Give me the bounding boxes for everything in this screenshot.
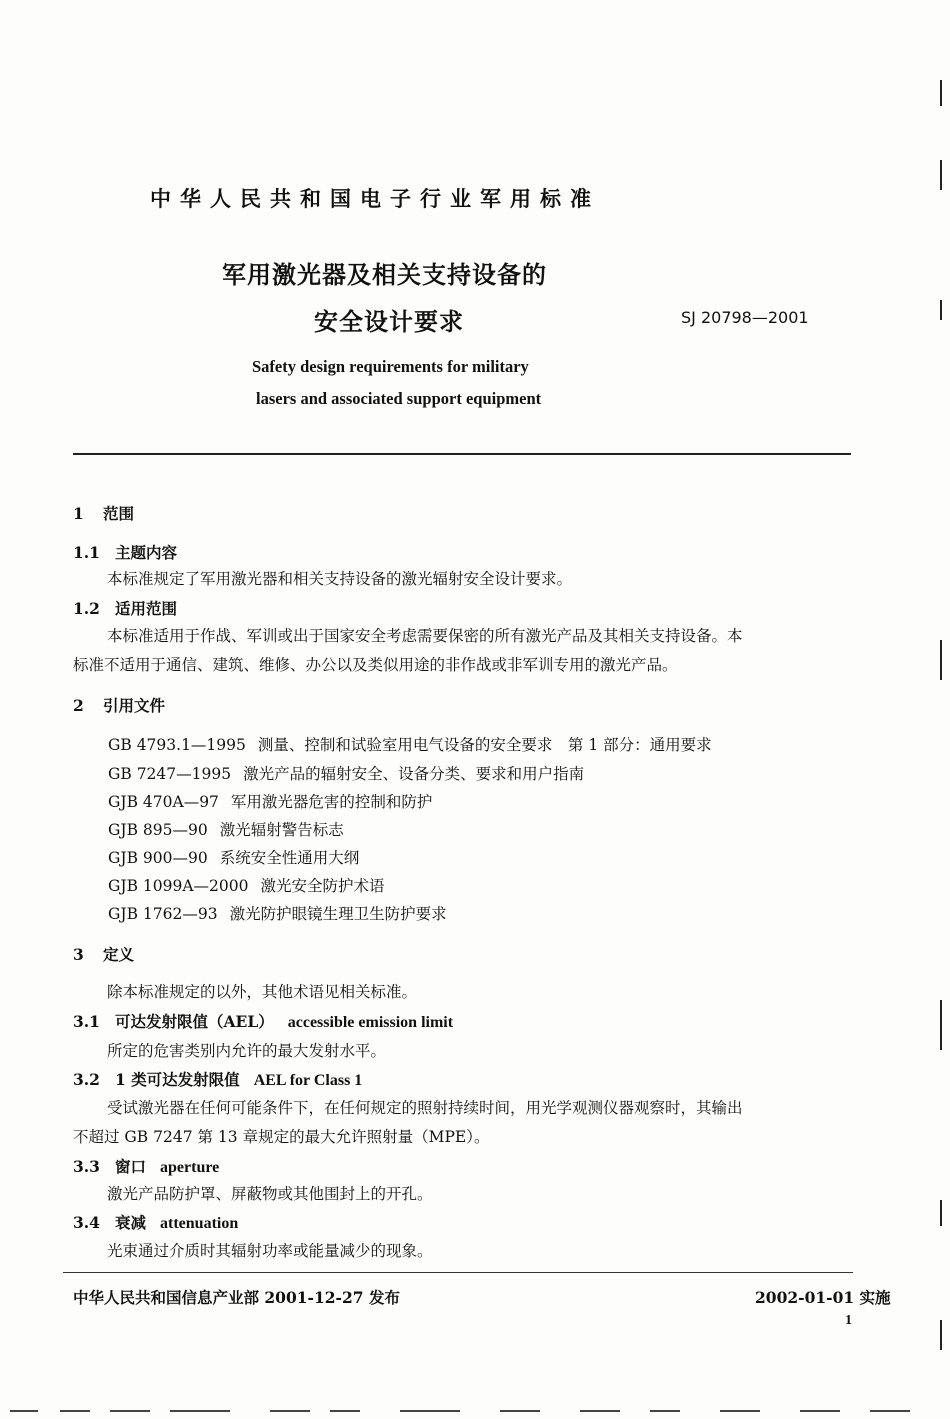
section-number: 3 bbox=[73, 945, 84, 964]
scan-artifact-dash bbox=[400, 1410, 460, 1412]
section-3-4-heading bbox=[73, 1211, 238, 1233]
scan-artifact-line bbox=[940, 640, 942, 680]
section-number: 3.1 bbox=[73, 1012, 100, 1031]
effective-date: 2002-01-01 实施 bbox=[755, 1288, 891, 1307]
scan-artifact-line bbox=[940, 1200, 942, 1226]
scan-artifact-line bbox=[940, 300, 942, 320]
scan-artifact-dash bbox=[580, 1410, 620, 1412]
scan-artifact-dash bbox=[650, 1410, 680, 1412]
section-number: 1.1 bbox=[73, 543, 100, 562]
section-3-2-text-line-2: 不超过 GB 7247 第 13 章规定的最大允许照射量（MPE）。 bbox=[73, 1128, 490, 1146]
reference-item bbox=[108, 790, 432, 812]
scan-artifact-dash bbox=[330, 1410, 360, 1412]
scan-artifact-dash bbox=[800, 1410, 840, 1412]
section-number: 2 bbox=[73, 696, 84, 715]
reference-title: 激光辐射警告标志 bbox=[219, 821, 344, 839]
reference-title: 系统安全性通用大纲 bbox=[219, 849, 360, 867]
section-1-2-text-line-2: 标准不适用于通信、建筑、维修、办公以及类似用途的非作战或非军训专用的激光产品。 bbox=[73, 656, 678, 674]
section-number: 3.4 bbox=[73, 1213, 100, 1232]
header-rule bbox=[73, 453, 851, 455]
reference-code: GJB 895—90 bbox=[108, 821, 208, 839]
section-number: 1.2 bbox=[73, 599, 100, 618]
section-number: 3.3 bbox=[73, 1157, 100, 1176]
section-title: 1 类可达发射限值 bbox=[115, 1070, 240, 1089]
section-3-1-text: 所定的危害类别内允许的最大发射水平。 bbox=[107, 1042, 387, 1060]
document-title-line-2: 安全设计要求 bbox=[314, 307, 464, 336]
reference-code: GB 4793.1—1995 bbox=[108, 736, 246, 754]
section-title: 衰减 bbox=[115, 1213, 147, 1232]
section-3-3-heading bbox=[73, 1155, 219, 1177]
section-3-4-text: 光束通过介质时其辐射功率或能量减少的现象。 bbox=[107, 1242, 433, 1260]
section-1-2-heading bbox=[73, 597, 177, 619]
scan-artifact-dash bbox=[60, 1410, 90, 1412]
standard-code: SJ 20798—2001 bbox=[681, 308, 809, 327]
scan-artifact-dash bbox=[500, 1410, 540, 1412]
reference-item bbox=[108, 762, 584, 784]
reference-item bbox=[108, 733, 712, 755]
section-title: 主题内容 bbox=[115, 543, 178, 562]
scan-artifact-dash bbox=[10, 1410, 38, 1412]
footer-rule bbox=[63, 1272, 853, 1273]
scan-artifact-line bbox=[940, 160, 942, 190]
section-number: 1 bbox=[73, 504, 84, 523]
scan-artifact-dash bbox=[720, 1410, 760, 1412]
section-title: 适用范围 bbox=[115, 599, 178, 618]
section-title: 定义 bbox=[103, 945, 135, 964]
section-title: 引用文件 bbox=[103, 696, 166, 715]
section-2-heading bbox=[73, 694, 165, 716]
section-3-2-text-line-1: 受试激光器在任何可能条件下，在任何规定的照射持续时间，用光学观测仪器观察时，其输出 bbox=[107, 1099, 743, 1117]
section-number: 3.2 bbox=[73, 1070, 100, 1089]
section-3-text: 除本标准规定的以外，其他术语见相关标准。 bbox=[107, 983, 418, 1001]
reference-item bbox=[108, 902, 447, 924]
scan-artifact-dash bbox=[170, 1410, 230, 1412]
section-3-1-heading bbox=[73, 1010, 453, 1032]
reference-code: GJB 1762—93 bbox=[108, 905, 218, 923]
section-1-2-text-line-1: 本标准适用于作战、军训或出于国家安全考虑需要保密的所有激光产品及其相关支持设备。本 bbox=[107, 627, 743, 645]
section-english-term: aperture bbox=[160, 1159, 220, 1176]
section-title: 范围 bbox=[103, 504, 135, 523]
reference-item bbox=[108, 818, 344, 840]
english-title-line-1: Safety design requirements for military bbox=[252, 357, 529, 376]
standard-category-title: 中华人民共和国电子行业军用标准 bbox=[150, 186, 600, 211]
page-number: 1 bbox=[845, 1313, 852, 1328]
section-english-term: AEL for Class 1 bbox=[253, 1072, 363, 1089]
english-title-line-2: lasers and associated support equipment bbox=[256, 389, 542, 408]
section-english-term: accessible emission limit bbox=[287, 1014, 454, 1031]
section-3-2-heading bbox=[73, 1068, 362, 1090]
reference-title: 激光防护眼镜生理卫生防护要求 bbox=[229, 905, 447, 923]
reference-code: GB 7247—1995 bbox=[108, 765, 232, 783]
scan-artifact-dash bbox=[870, 1410, 910, 1412]
section-1-1-heading bbox=[73, 541, 177, 563]
section-english-term: attenuation bbox=[160, 1215, 239, 1232]
section-1-1-text: 本标准规定了军用激光器和相关支持设备的激光辐射安全设计要求。 bbox=[107, 570, 573, 588]
reference-title: 测量、控制和试验室用电气设备的安全要求 第 1 部分：通用要求 bbox=[257, 736, 712, 754]
reference-title: 激光产品的辐射安全、设备分类、要求和用户指南 bbox=[243, 765, 585, 783]
section-3-3-text: 激光产品防护罩、屏蔽物或其他围封上的开孔。 bbox=[107, 1185, 433, 1203]
scan-artifact-line bbox=[940, 80, 942, 106]
section-title: 窗口 bbox=[115, 1157, 147, 1176]
reference-item bbox=[108, 874, 385, 896]
scan-artifact-line bbox=[940, 1000, 942, 1050]
reference-code: GJB 470A—97 bbox=[108, 793, 219, 811]
reference-code: GJB 1099A—2000 bbox=[108, 877, 249, 895]
section-1-heading bbox=[73, 502, 134, 524]
scan-artifact-dash bbox=[270, 1410, 310, 1412]
scan-artifact-dash bbox=[110, 1410, 150, 1412]
scan-artifact-line bbox=[940, 1320, 942, 1350]
reference-item bbox=[108, 846, 359, 868]
section-title: 可达发射限值（AEL） bbox=[115, 1012, 274, 1031]
document-title-line-1: 军用激光器及相关支持设备的 bbox=[222, 260, 547, 289]
section-3-heading bbox=[73, 943, 134, 965]
reference-title: 激光安全防护术语 bbox=[260, 877, 385, 895]
reference-code: GJB 900—90 bbox=[108, 849, 208, 867]
issuer-and-release-date: 中华人民共和国信息产业部 2001-12-27 发布 bbox=[73, 1288, 400, 1307]
reference-title: 军用激光器危害的控制和防护 bbox=[230, 793, 433, 811]
